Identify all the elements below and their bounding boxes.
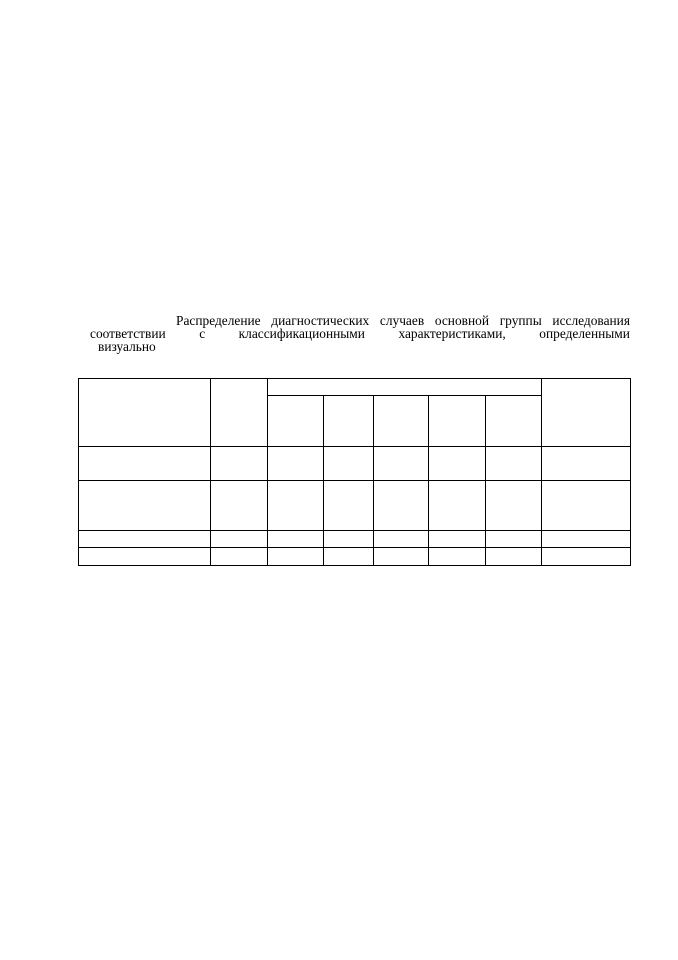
data-table (78, 378, 631, 566)
table-cell (324, 531, 374, 548)
table-cell (486, 531, 542, 548)
table-cell (268, 481, 324, 531)
subheader-cell (324, 396, 374, 447)
table-row (79, 447, 631, 481)
table-cell (542, 447, 631, 481)
table-cell (268, 531, 324, 548)
table-cell (79, 531, 211, 548)
caption-word: соответствии (90, 326, 166, 341)
table-cell (374, 548, 429, 566)
table-cell (486, 548, 542, 566)
table-caption (90, 314, 630, 353)
subheader-cell (429, 396, 486, 447)
table-cell (374, 531, 429, 548)
table-cell (79, 447, 211, 481)
table-cell (324, 548, 374, 566)
table-cell (429, 531, 486, 548)
caption-line-3: визуально (98, 339, 156, 354)
caption-line-1: Распределение диагностических случаев основной группы исследования (176, 313, 630, 328)
table-cell (268, 548, 324, 566)
header-cell (542, 379, 631, 447)
table-cell (429, 447, 486, 481)
caption-word: характеристиками, (398, 326, 506, 341)
subheader-cell (268, 396, 324, 447)
table-cell (542, 481, 631, 531)
table-cell (374, 481, 429, 531)
table-row (79, 548, 631, 566)
table-row (79, 531, 631, 548)
subheader-cell (374, 396, 429, 447)
table-cell (542, 531, 631, 548)
table-cell (79, 481, 211, 531)
table-cell (324, 447, 374, 481)
caption-word: классификационными (238, 326, 365, 341)
table-cell (324, 481, 374, 531)
table-cell (374, 447, 429, 481)
table-cell (429, 548, 486, 566)
subheader-cell (486, 396, 542, 447)
table-cell (268, 447, 324, 481)
header-cell (211, 379, 268, 447)
header-cell (79, 379, 211, 447)
table-cell (486, 481, 542, 531)
table-cell (211, 481, 268, 531)
table-cell (211, 447, 268, 481)
caption-line-2 (90, 327, 630, 340)
table-cell (542, 548, 631, 566)
caption-word: определенными (539, 326, 630, 341)
caption-word: с (199, 326, 206, 341)
table-cell (211, 548, 268, 566)
table-cell (486, 447, 542, 481)
table-header-row (79, 379, 631, 396)
table-cell (79, 548, 211, 566)
table-cell (211, 531, 268, 548)
table-cell (429, 481, 486, 531)
header-group-cell (268, 379, 542, 396)
table-row (79, 481, 631, 531)
